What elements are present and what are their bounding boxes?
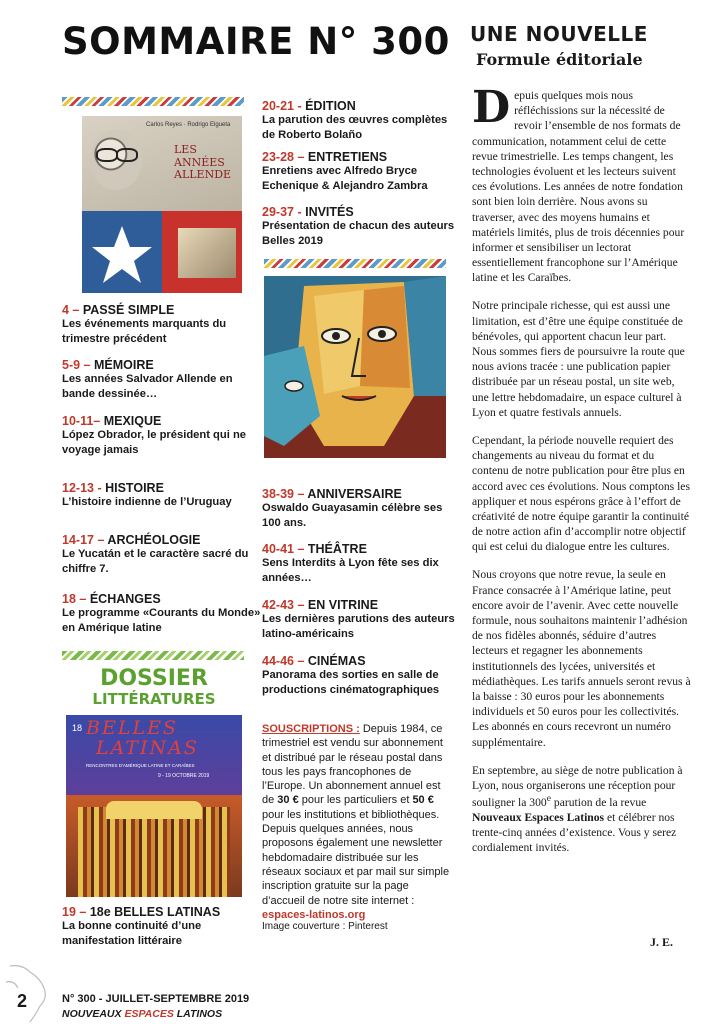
toc-page-number: 14-17 –: [62, 533, 105, 547]
toc-description: Les événements marquants du trimestre précédent: [62, 318, 227, 346]
toc-entry[interactable]: [262, 99, 457, 143]
painting-artwork: [264, 276, 446, 458]
toc-section: MÉMOIRE: [93, 358, 154, 372]
editorial-heading: UNE NOUVELLE: [470, 22, 648, 46]
editorial-subheading: Formule éditoriale: [476, 50, 643, 69]
subscriptions-text: pour les institutions et bibliothèques. Depuis quelques années, nous proposons également une newsletter hebdomadaire distribuée sur les réseaux sociaux et par mail sur simple inscription gratuite sur la page d’accueil de notre site internet :: [262, 808, 450, 907]
toc-entry[interactable]: [62, 481, 262, 510]
toc-description: Les dernières parutions des auteurs latino-américains: [262, 613, 455, 641]
toc-entry[interactable]: [262, 487, 457, 531]
toc-entry[interactable]: [62, 303, 262, 347]
toc-page-number: 12-13 -: [62, 481, 102, 495]
subscriptions-block: [262, 722, 454, 922]
toc-page-number: 40-41 –: [262, 542, 305, 556]
toc-page-number: 5-9 –: [62, 358, 91, 372]
toc-section: 18e BELLES LATINAS: [89, 905, 221, 919]
page-number: 2: [17, 991, 28, 1011]
magazine-name: Nouveaux Espaces Latinos: [472, 811, 605, 825]
brand-part: LATINOS: [176, 1008, 223, 1020]
dossier-title: DOSSIER: [100, 666, 208, 691]
editorial-text: et célébrer nos trente-cinq années d’existence. Vous y serez cordialement invités.: [472, 811, 677, 855]
toc-description: Présentation de chacun des auteurs Belles 2019: [262, 220, 455, 248]
book-authors: Carlos Reyes · Rodrigo Elgueta: [146, 122, 231, 128]
toc-entry[interactable]: [62, 358, 262, 402]
signature: J. E.: [650, 935, 674, 949]
toc-description: L’histoire indienne de l’Uruguay: [62, 496, 232, 508]
toc-description: Panorama des sorties en salle de productions cinématographiques: [262, 669, 440, 697]
editorial-text: epuis quelques mois nous réfléchissions sur la nécessité de revoir l’ensemble de nos formats de communication, notamment celui de cette revue trimestrielle. Les temps changent, les technologies évoluent et les lecteurs suivent ces évolutions. Les années de notre fondation sont bien loin derrière. Nous avons su traverser, avec des moyens humains et matériels limités, plus de trois décennies pour informer et sensibiliser un lectorat essentiellement francophone sur l’Amérique latine et les Caraïbes.: [472, 89, 685, 285]
decorative-band: [264, 259, 446, 268]
toc-entry[interactable]: [262, 654, 457, 698]
dossier-heading: [64, 667, 244, 708]
festival-tagline: RENCONTRES D'AMÉRIQUE LATINE ET CARAÏBES: [86, 763, 195, 768]
toc-entry[interactable]: [62, 592, 262, 636]
drop-cap: D: [472, 82, 511, 133]
toc-section: INVITÉS: [305, 205, 354, 219]
toc-entry[interactable]: [262, 598, 457, 642]
toc-description: Les années Salvador Allende en bande dessinée…: [62, 373, 233, 401]
toc-entry[interactable]: [262, 150, 457, 194]
toc-section: ARCHÉOLOGIE: [107, 533, 201, 547]
toc-page-number: 23-28 –: [262, 150, 305, 164]
toc-section: HISTOIRE: [105, 481, 164, 495]
toc-page-number: 44-46 –: [262, 654, 305, 668]
toc-description: Le programme «Courants du Monde» en Amérique latine: [62, 607, 261, 635]
toc-page-number: 29-37 -: [262, 205, 302, 219]
toc-section: ANNIVERSAIRE: [307, 487, 402, 501]
toc-page-number: 19 –: [62, 905, 87, 919]
editorial-paragraph: Nous croyons que notre revue, la seule en France consacrée à l’Amérique latine, peut encore avoir de l’avenir. Avec cette nouvelle formule, nous souhaitons maintenir l’adhésion de nos fidèles abonnés, séduire d’autres lecteurs et regagner les abonnements institutionnels des lycées, universités et médiathèques. Les tarifs annuels seront revus à la baisse : 30 euros pour les abonnements individuels et 50 euros pour les collectivités. Les abonnés en cours recevront un numéro supplémentaire.: [472, 568, 691, 749]
toc-entry[interactable]: [262, 542, 457, 586]
toc-description: Sens Interdits à Lyon fête ses dix années…: [262, 557, 439, 585]
toc-page-number: 20-21 -: [262, 99, 302, 113]
toc-section: PASSÉ SIMPLE: [82, 303, 175, 317]
editorial-paragraph: Cependant, la période nouvelle requiert des changements au niveau du format et du contenu de notre publication pour être plus en accord avec ces évolutions. Nous comptons les appliquer et nous espérons grâce à l’effort de créativité de notre équipe garantir la continuité de notre action afin d’accomplir notre objectif qui est celui du dialogue entre les cultures.: [472, 433, 690, 554]
image-credit: Image couverture : Pinterest: [262, 921, 388, 932]
festival-title: BELLES: [86, 717, 178, 739]
toc-section: MEXIQUE: [103, 414, 162, 428]
dossier-subtitle: LITTÉRATURES: [92, 690, 216, 709]
toc-description: La parution des œuvres complètes de Roberto Bolaño: [262, 114, 448, 142]
toc-entry[interactable]: [62, 533, 262, 577]
editorial-paragraph: [472, 82, 692, 285]
editorial-body: [472, 82, 692, 869]
subscriptions-text: Depuis 1984, ce trimestriel est vendu sur abonnement et distribué par le réseau postal dans tous les pays francophones de l’Europe. Un abonnement annuel est de: [262, 723, 443, 807]
toc-description: Enretiens avec Alfredo Bryce Echenique & Alejandro Zambra: [262, 165, 428, 193]
toc-page-number: 42-43 –: [262, 598, 305, 612]
subscriptions-label: SOUSCRIPTIONS :: [262, 723, 360, 735]
brand-part: NOUVEAUX: [62, 1008, 125, 1020]
toc-page-number: 10-11–: [62, 414, 101, 428]
book-cover-image: [82, 116, 242, 293]
toc-entry[interactable]: [262, 205, 457, 249]
toc-entry[interactable]: [62, 414, 262, 458]
map-outline-icon: [0, 962, 56, 1024]
festival-poster-image: [66, 715, 242, 897]
toc-description: López Obrador, le président qui ne voyage jamais: [62, 429, 246, 457]
toc-section: EN VITRINE: [307, 598, 379, 612]
editorial-text: parution de la revue: [551, 795, 647, 809]
festival-dates: 9 - 19 OCTOBRE 2019: [158, 773, 210, 779]
issue-info: N° 300 - JUILLET-SEPTEMBRE 2019: [62, 993, 250, 1005]
toc-entry[interactable]: [62, 905, 262, 949]
painting-image: [264, 276, 446, 458]
toc-section: ÉCHANGES: [89, 592, 161, 606]
book-title-line: LES: [174, 143, 197, 156]
toc-description: Oswaldo Guayasamin célèbre ses 100 ans.: [262, 502, 443, 530]
decorative-band: [62, 97, 244, 106]
website-link[interactable]: espaces-latinos.org: [262, 908, 366, 921]
editorial-paragraph: [472, 763, 692, 856]
page-title: SOMMAIRE N° 300: [62, 20, 450, 63]
toc-section: ÉDITION: [305, 99, 356, 113]
toc-description: Le Yucatán et le caractère sacré du chiffre 7.: [62, 548, 249, 576]
festival-title: LATINAS: [96, 737, 199, 759]
editorial-paragraph: Notre principale richesse, qui est aussi une limitation, est d’être une équipe constituée de bénévoles, qui apportent chacun leur part. Nous sommes fiers de poursuivre la route que nous avions tracée : une publication papier distribuée par un réseau postal, un site web, une lettre hebdomadaire, un espace culturel à Lyon et quatre festivals annuels.: [472, 299, 685, 419]
brand-part: ESPACES: [124, 1008, 177, 1020]
book-title-line: ANNÉES: [174, 155, 225, 169]
festival-number: 18: [72, 723, 83, 733]
book-title-line: ALLENDE: [174, 168, 232, 182]
toc-description: La bonne continuité d’une manifestation littéraire: [62, 920, 202, 948]
toc-page-number: 4 –: [62, 303, 80, 317]
toc-page-number: 18 –: [62, 592, 87, 606]
ordinal-suffix: e: [546, 793, 551, 805]
editorial-text: En septembre, au siège de notre publication à Lyon, nous organiserons une réception pour souligner la 300: [472, 763, 683, 809]
toc-section: ENTRETIENS: [307, 150, 388, 164]
decorative-band: [62, 651, 244, 660]
toc-section: THÉÂTRE: [307, 542, 367, 556]
price-individual: 30 €: [277, 794, 299, 807]
toc-section: CINÉMAS: [307, 654, 366, 668]
magazine-brand: [62, 1008, 222, 1020]
star-icon: [90, 224, 154, 286]
price-institution: 50 €: [412, 794, 434, 807]
subscriptions-text: pour les particuliers et: [298, 794, 413, 807]
toc-page-number: 38-39 –: [262, 487, 305, 501]
